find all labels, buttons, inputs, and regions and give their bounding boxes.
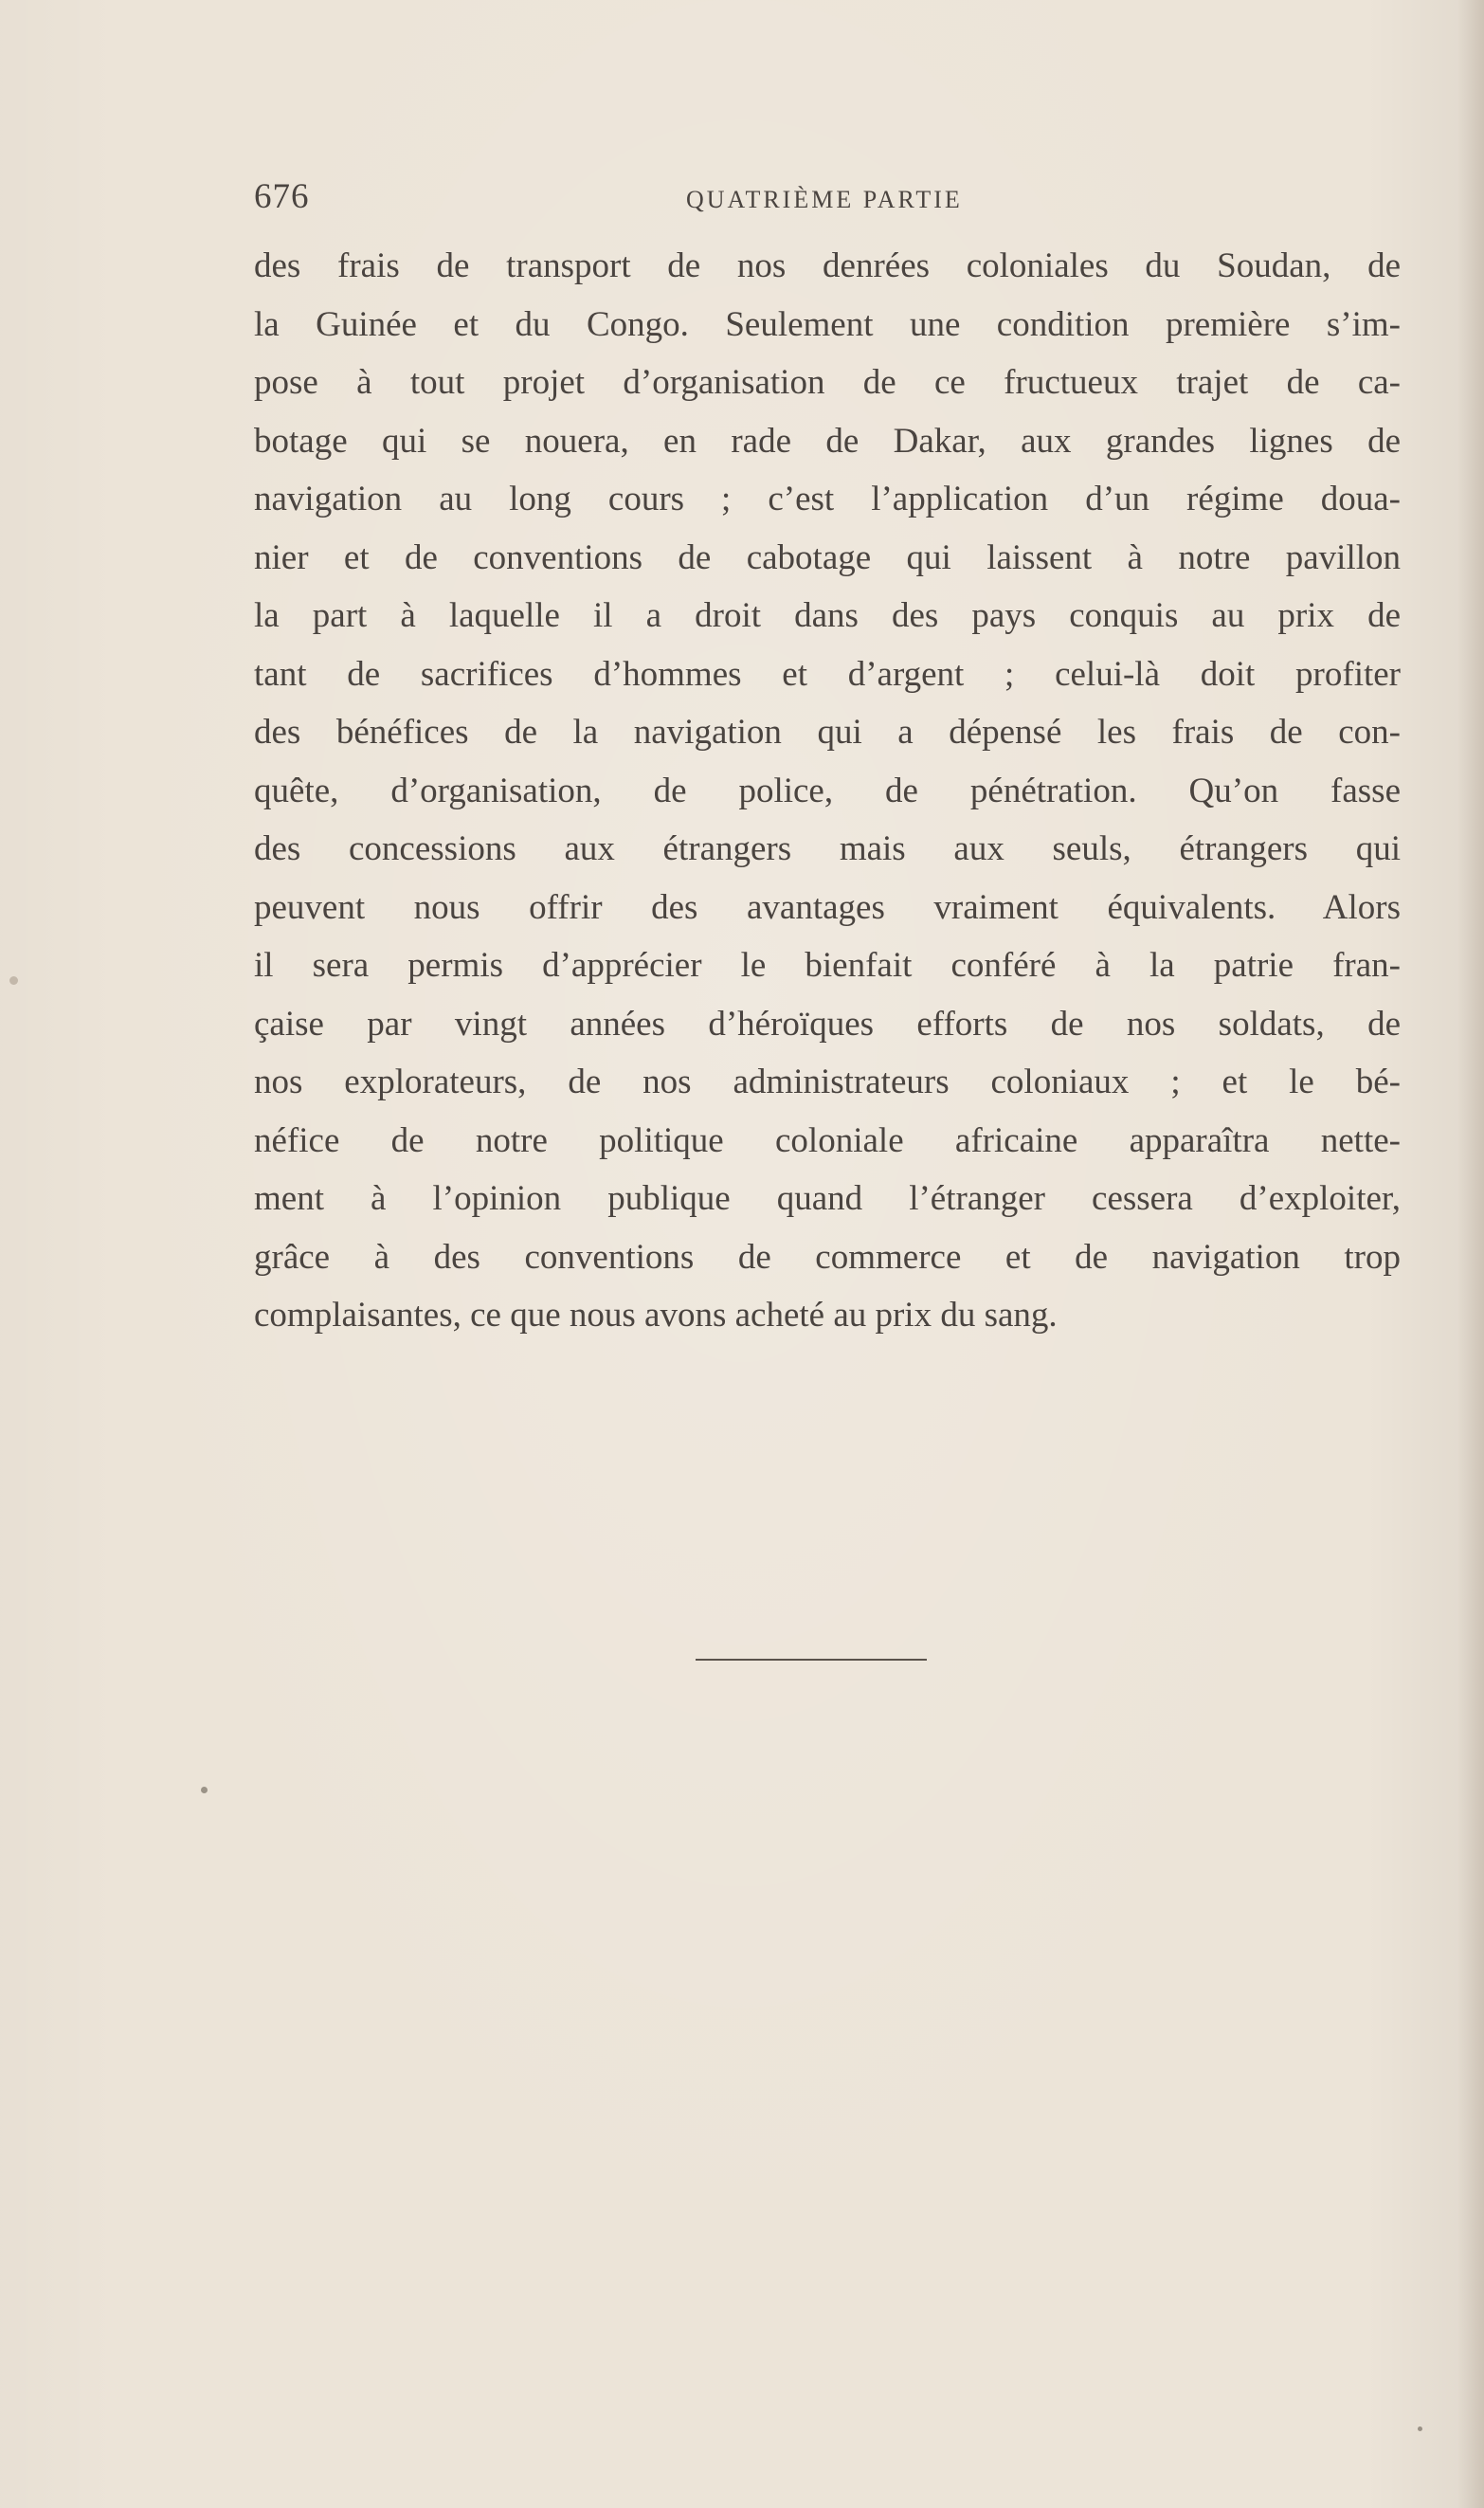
text-line: ment à l’opinion publique quand l’étranger cessera d’exploiter, xyxy=(254,1179,1401,1218)
running-head: QUATRIÈME PARTIE xyxy=(686,186,963,213)
page-edge-shadow xyxy=(1457,0,1484,2508)
text-line: nos explorateurs, de nos administrateurs coloniaux ; et le bé- xyxy=(254,1063,1401,1101)
page-number: 676 xyxy=(254,177,310,216)
page-header xyxy=(254,176,1410,224)
text-line: quête, d’organisation, de police, de pénétration. Qu’on fasse xyxy=(254,771,1401,810)
text-line: néfice de notre politique coloniale africaine apparaîtra nette- xyxy=(254,1120,1401,1160)
text-line: çaise par vingt années d’héroïques efforts de nos soldats, de xyxy=(254,1004,1401,1044)
text-line: la part à laquelle il a droit dans des pays conquis au prix de xyxy=(254,596,1401,635)
text-line: complaisantes, ce que nous avons acheté au prix du sang. xyxy=(254,1296,1058,1335)
body-paragraph xyxy=(254,237,1401,1345)
paper-spot xyxy=(1418,2426,1422,2431)
text-line: tant de sacrifices d’hommes et d’argent ; celui-là doit profiter xyxy=(254,654,1401,694)
text-line: il sera permis d’apprécier le bienfait conféré à la patrie fran- xyxy=(254,946,1401,985)
text-line: pose à tout projet d’organisation de ce fructueux trajet de ca- xyxy=(254,363,1401,402)
text-line: botage qui se nouera, en rade de Dakar, aux grandes lignes de xyxy=(254,421,1401,461)
text-line: nier et de conventions de cabotage qui laissent à notre pavillon xyxy=(254,537,1401,577)
text-line: des concessions aux étrangers mais aux seuls, étrangers qui xyxy=(254,829,1401,868)
paper-spot xyxy=(201,1787,208,1793)
paper-spot xyxy=(9,976,18,985)
text-line: navigation au long cours ; c’est l’application d’un régime doua- xyxy=(254,480,1401,518)
text-line: des bénéfices de la navigation qui a dépensé les frais de con- xyxy=(254,713,1401,752)
text-line: la Guinée et du Congo. Seulement une condition première s’im- xyxy=(254,304,1401,344)
text-line: grâce à des conventions de commerce et de navigation trop xyxy=(254,1237,1401,1277)
end-rule xyxy=(696,1659,927,1661)
text-line: des frais de transport de nos denrées coloniales du Soudan, de xyxy=(254,246,1401,285)
text-line: peuvent nous offrir des avantages vraiment équivalents. Alors xyxy=(254,887,1401,927)
